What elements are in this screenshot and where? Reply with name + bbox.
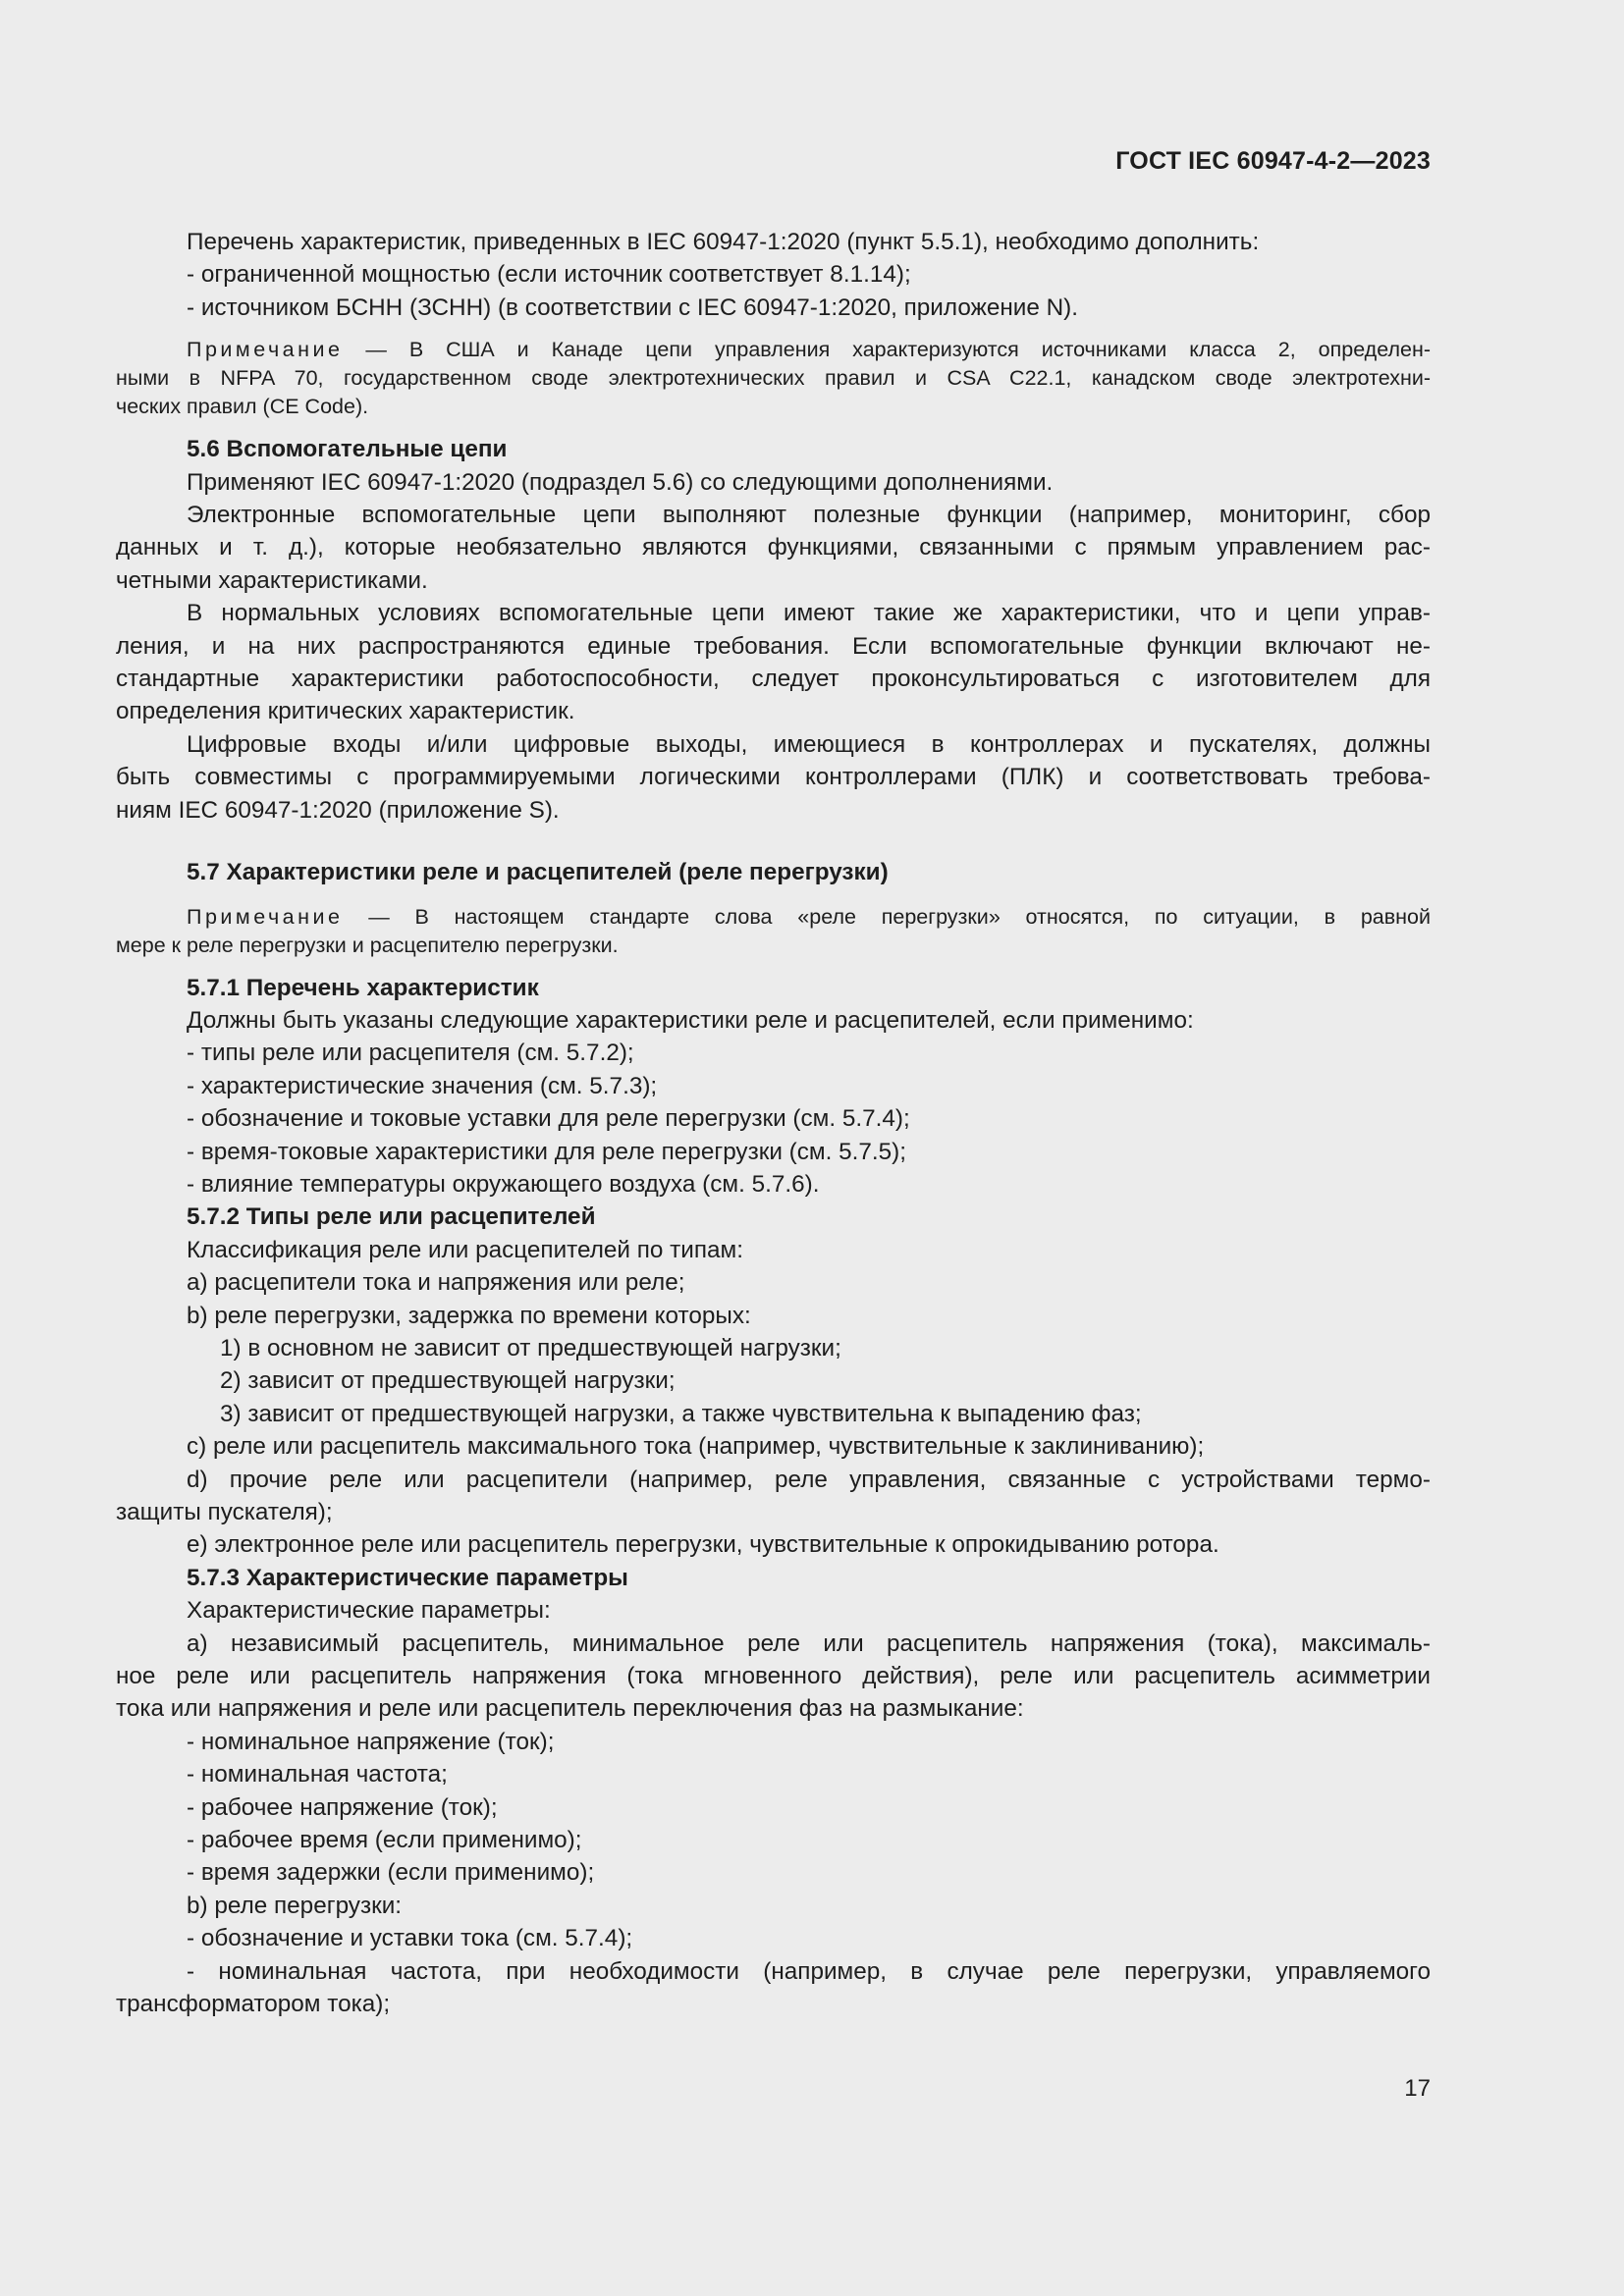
paragraph-line: ления, и на них распространяются единые требования. Если вспомогательные функции включают не- [116,632,1431,660]
paragraph-line: четными характеристиками. [116,566,428,594]
paragraph-line: В нормальных условиях вспомогательные цепи имеют такие же характеристики, что и цепи управ- [187,600,1431,627]
paragraph-line: стандартные характеристики работоспособности, следует проконсультироваться с изготовителем для [116,666,1431,693]
paragraph-line: Электронные вспомогательные цепи выполняют полезные функции (например, мониторинг, сбор [187,502,1431,529]
paragraph: Характеристические параметры: [187,1597,551,1625]
paragraph-line: быть совместимы с программируемыми логическими контроллерами (ПЛК) и соответствовать требова- [116,764,1431,791]
paragraph-line: данных и т. д.), которые необязательно являются функциями, связанными с прямым управлением рас- [116,534,1431,561]
note-line: Примечание — В настоящем стандарте слова «реле перегрузки» относятся, по ситуации, в равной [187,904,1431,929]
list-item: - влияние температуры окружающего воздуха (см. 5.7.6). [187,1170,820,1198]
list-item: - обозначение и уставки тока (см. 5.7.4); [187,1925,633,1952]
paragraph-line: определения критических характеристик. [116,698,575,725]
list-item: - источником БСНН (ЗСНН) (в соответствии с IEC 60947-1:2020, приложение N). [187,294,1078,321]
subsection-heading: 5.7.3 Характеристические параметры [187,1564,628,1591]
subsection-heading: 5.7.2 Типы реле или расцепителей [187,1203,596,1231]
note-line: ными в NFPA 70, государственном своде электротехнических правил и CSA C22.1, канадском своде электротехни- [116,366,1431,391]
paragraph: Применяют IEC 60947-1:2020 (подраздел 5.6) со следующими дополнениями. [187,468,1054,496]
document-header: ГОСТ IEC 60947-4-2—2023 [1115,147,1431,175]
list-item: - номинальная частота; [187,1761,448,1789]
paragraph: Перечень характеристик, приведенных в IEC 60947-1:2020 (пункт 5.5.1), необходимо дополнить: [187,229,1260,255]
list-item: d) прочие реле или расцепители (например, реле управления, связанные с устройствами термо- [187,1466,1431,1493]
list-subitem: 1) в основном не зависит от предшествующей нагрузки; [220,1334,841,1362]
list-item: a) независимый расцепитель, минимальное реле или расцепитель напряжения (тока), максималь- [187,1629,1431,1657]
section-heading: 5.6 Вспомогательные цепи [187,436,508,463]
paragraph: Должны быть указаны следующие характеристики реле и расцепителей, если применимо: [187,1006,1194,1034]
list-item: - номинальная частота, при необходимости (например, в случае реле перегрузки, управляемого [187,1957,1431,1985]
list-item-continuation: тока или напряжения и реле или расцепитель переключения фаз на размыкание: [116,1695,1024,1723]
list-item-continuation: трансформатором тока); [116,1991,391,2018]
list-item: b) реле перегрузки: [187,1892,403,1919]
note-line: мере к реле перегрузки и расцепителю перегрузки. [116,933,619,957]
paragraph-line: Цифровые входы и/или цифровые выходы, имеющиеся в контроллерах и пускателях, должны [187,730,1431,758]
note-block [116,336,1431,421]
list-item: b) реле перегрузки, задержка по времени которых: [187,1302,751,1329]
section-heading: 5.7 Характеристики реле и расцепителей (реле перегрузки) [187,859,889,886]
note-line: ческих правил (CE Code). [116,395,369,419]
list-item: - номинальное напряжение (ток); [187,1728,555,1755]
list-subitem: 3) зависит от предшествующей нагрузки, а также чувствительна к выпадению фаз; [220,1400,1142,1427]
paragraph: Классификация реле или расцепителей по типам: [187,1236,743,1263]
list-item: e) электронное реле или расцепитель перегрузки, чувствительные к опрокидыванию ротора. [187,1531,1219,1559]
list-item-continuation: защиты пускателя); [116,1499,333,1525]
list-item: c) реле или расцепитель максимального тока (например, чувствительные к заклиниванию); [187,1433,1205,1461]
page-number: 17 [1404,2075,1431,2102]
note-line: Примечание — В США и Канаде цепи управления характеризуются источниками класса 2, определен- [187,338,1431,362]
list-item: - обозначение и токовые уставки для реле перегрузки (см. 5.7.4); [187,1105,910,1133]
list-item: - время-токовые характеристики для реле перегрузки (см. 5.7.5); [187,1138,906,1165]
list-item: - характеристические значения (см. 5.7.3); [187,1072,658,1099]
page-body [116,226,1431,2021]
list-item: - типы реле или расцепителя (см. 5.7.2); [187,1040,634,1067]
list-subitem: 2) зависит от предшествующей нагрузки; [220,1367,676,1395]
list-item: - время задержки (если применимо); [187,1859,595,1887]
list-item: - рабочее время (если применимо); [187,1827,582,1854]
list-item: - ограниченной мощностью (если источник соответствует 8.1.14); [187,261,911,289]
list-item: - рабочее напряжение (ток); [187,1793,498,1821]
note-label: Примечание [187,338,344,362]
note-block [116,903,1431,960]
paragraph-line: ниям IEC 60947-1:2020 (приложение S). [116,796,560,824]
note-label: Примечание [187,904,344,929]
list-item: a) расцепители тока и напряжения или реле; [187,1269,685,1297]
subsection-heading: 5.7.1 Перечень характеристик [187,974,539,1001]
list-item-continuation: ное реле или расцепитель напряжения (тока мгновенного действия), реле или расцепитель асимметрии [116,1663,1431,1690]
